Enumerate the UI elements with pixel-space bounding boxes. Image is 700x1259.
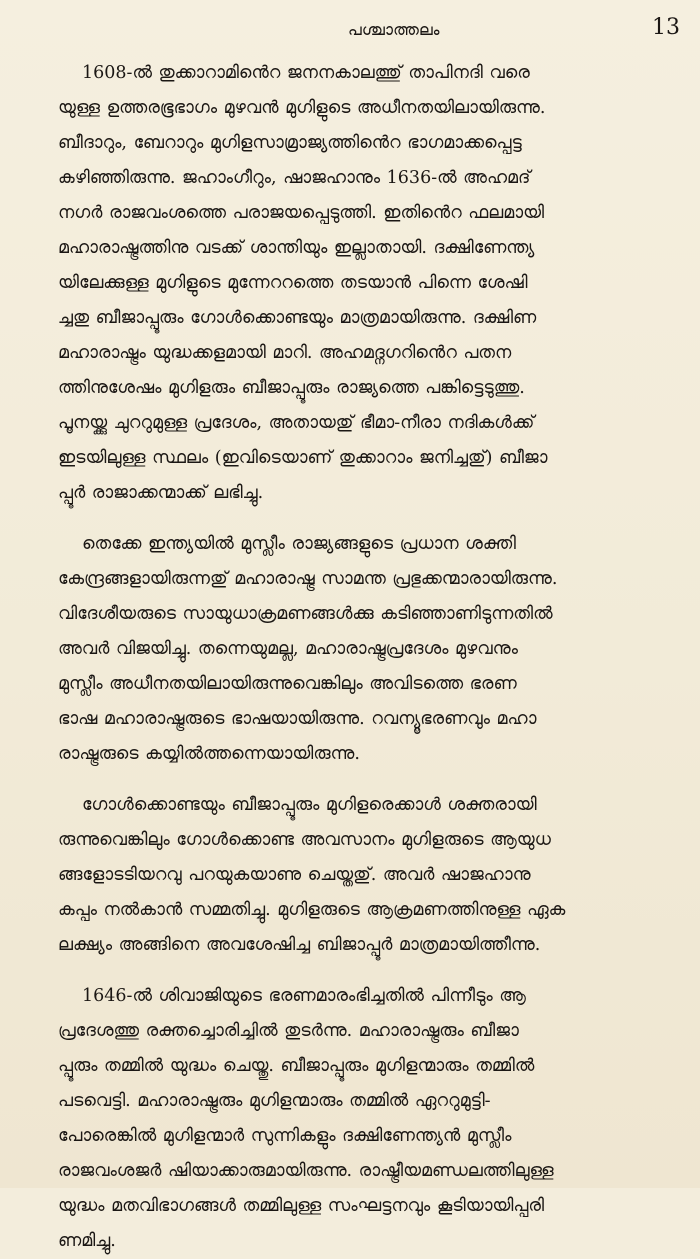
text-line: രുന്നുവെങ്കിലും ഗോൾക്കൊണ്ട അവസാനം മുഗിളരുടെ ആയുധ — [58, 830, 551, 850]
text-line: അവർ വിജയിച്ചു. തന്നെയുമല്ല, മഹാരാഷ്ട്രപ്രദേശം മുഴവനും — [58, 639, 518, 659]
text-line: രാജവംശജർ ഷിയാക്കാരുമായിരുന്നു. രാഷ്ട്രീയമണ്ഡലത്തിലുള്ള — [58, 1161, 554, 1181]
page-header — [58, 0, 682, 56]
paragraph — [58, 979, 682, 1259]
text-line: കഴിഞ്ഞിരുന്നു. ജഹാംഗീറും, ഷാജഹാനും 1636-ൽ അഹമദ് — [58, 168, 531, 188]
text-line: ബീദാറും, ബേറാറും മുഗിളസാമ്രാജ്യത്തിൻെറ ഭാഗമാക്കപ്പെട്ട — [58, 133, 522, 153]
text-line: കപ്പം നൽകാൻ സമ്മതിച്ചു. മുഗിളരുടെ ആക്രമണത്തിനുള്ള ഏക — [58, 900, 566, 920]
text-line: പ്പൂരും തമ്മിൽ യുദ്ധം ചെയ്തു. ബീജാപ്പൂരും മുഗിളന്മാരും തമ്മിൽ — [58, 1056, 535, 1076]
text-line: ഗോൾക്കൊണ്ടയും ബീജാപ്പൂരും മുഗിളരെക്കാൾ ശക്തരായി — [82, 795, 537, 815]
text-line: ത്തിനുശേഷം മുഗിളരും ബീജാപ്പൂരും രാജ്യത്തെ പങ്കിട്ടെടുത്തു. — [58, 378, 525, 398]
text-line: യിലേക്കുള്ള മുഗിളുടെ മുന്നേററത്തെ തടയാൻ പിന്നെ ശേഷി — [58, 273, 528, 293]
text-line: 1608-ൽ തുക്കാറാമിൻെറ ജനനകാലത്തു് താപിനദി വരെ — [82, 63, 530, 83]
text-line: മുസ്ലീം അധീനതയിലായിരുന്നുവെങ്കിലും അവിടത്തെ ഭരണ — [58, 674, 517, 694]
paragraph-gap — [58, 511, 682, 527]
text-line: ങ്ങളോടടിയറവു പറയുകയാണു ചെയ്തതു്. അവർ ഷാജഹാനു — [58, 865, 531, 885]
text-line: പടവെട്ടി. മഹാരാഷ്ട്രരും മുഗിളന്മാരും തമ്മിൽ ഏററുമുട്ടി- — [58, 1091, 491, 1111]
page-number: 13 — [652, 15, 680, 40]
text-line: രാഷ്ട്രരുടെ കയ്യിൽത്തന്നെയായിരുന്നു. — [58, 744, 360, 764]
text-line: ണമിച്ചു. — [58, 1231, 116, 1251]
text-line: വിദേശീയരുടെ സായുധാക്രമണങ്ങൾക്കു കടിഞ്ഞാണിടുന്നതിൽ — [58, 604, 553, 624]
paragraph — [58, 527, 682, 772]
text-line: ച്ചതു ബീജാപ്പൂരും ഗോൾക്കൊണ്ടയും മാത്രമായിരുന്നു. ദക്ഷിണ — [58, 308, 537, 328]
text-line: പോരെങ്കിൽ മുഗിളന്മാർ സുന്നികളും ദക്ഷിണേന്ത്യൻ മുസ്ലീം — [58, 1126, 512, 1146]
running-header-title: പശ്ചാത്തലം — [348, 20, 440, 39]
text-line: യുള്ള ഉത്തരഭൂഭാഗം മുഴവൻ മുഗിളുടെ അധീനതയിലായിരുന്നു. — [58, 98, 546, 118]
text-line: മഹാരാഷ്ട്രത്തിനു വടക്ക് ശാന്തിയും ഇല്ലാതായി. ദക്ഷിണേന്ത്യ — [58, 238, 535, 258]
paragraph-gap — [58, 772, 682, 788]
text-line: തെക്കേ ഇന്ത്യയിൽ മുസ്ലീം രാജ്യങ്ങളുടെ പ്രധാന ശക്തി — [82, 534, 516, 554]
text-line: നഗർ രാജവംശത്തെ പരാജയപ്പെടുത്തി. ഇതിൻെറ ഫലമായി — [58, 203, 545, 223]
text-line: കേന്ദ്രങ്ങളായിരുന്നതു് മഹാരാഷ്ട്ര സാമന്ത പ്രഭുക്കന്മാരായിരുന്നു. — [58, 569, 558, 589]
text-line: പൂനയ്ക്കു ചുററുമുള്ള പ്രദേശം, അതായതു് ഭീമാ-നീരാ നദികൾക്ക് — [58, 413, 535, 433]
text-line: പ്രദേശത്തു രക്തച്ചൊരിച്ചിൽ തുടർന്നു. മഹാരാഷ്ട്രരും ബീജാ — [58, 1021, 519, 1041]
text-line: ഭാഷ മഹാരാഷ്ട്രരുടെ ഭാഷയായിരുന്നു. റവന്യൂഭരണവും മഹാ — [58, 709, 537, 729]
text-line: ഇടയിലുള്ള സ്ഥലം (ഇവിടെയാണ് തുക്കാറാം ജനിച്ചതു്) ബീജാ — [58, 448, 548, 468]
page-body — [58, 56, 682, 1259]
paragraph — [58, 56, 682, 511]
paragraph — [58, 788, 682, 963]
text-line: 1646-ൽ ശിവാജിയുടെ ഭരണമാരംഭിച്ചതിൽ പിന്നീടും ആ — [82, 986, 526, 1006]
text-line: മഹാരാഷ്ട്രം യുദ്ധക്കളമായി മാറി. അഹമദ്നഗറിൻെറ പതന — [58, 343, 512, 363]
text-line: യുദ്ധം മതവിഭാഗങ്ങൾ തമ്മിലുള്ള സംഘട്ടനവും കൂടിയായിപ്പരി — [58, 1196, 545, 1216]
text-line: പ്പൂർ രാജാക്കന്മാക്ക് ലഭിച്ചു. — [58, 483, 264, 503]
text-line: ലക്ഷ്യം അങ്ങിനെ അവശേഷിച്ച ബിജാപ്പൂർ മാത്രമായിത്തീന്നു. — [58, 935, 541, 955]
paragraph-gap — [58, 963, 682, 979]
